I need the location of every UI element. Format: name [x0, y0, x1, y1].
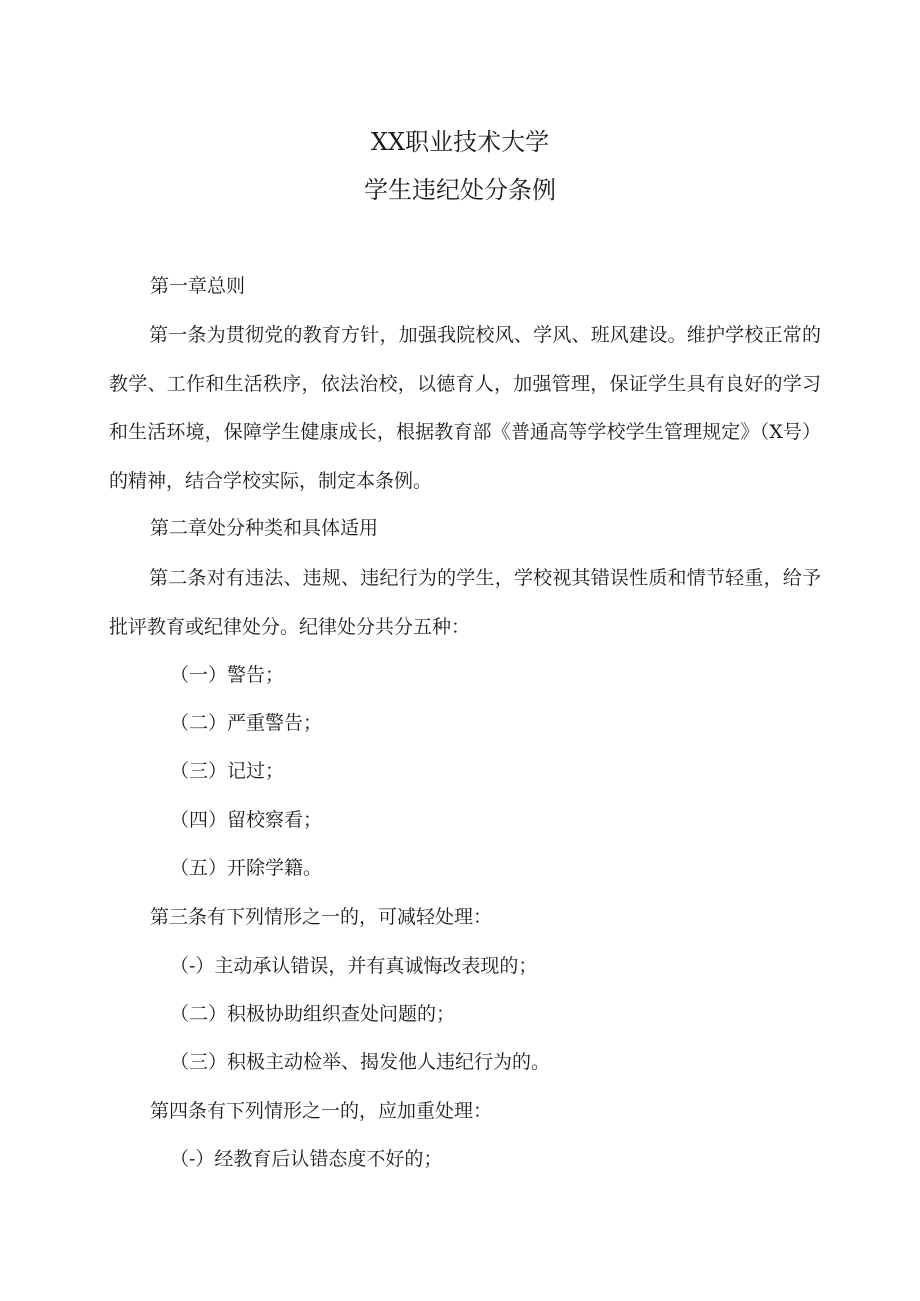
penalty-item-3: （三）记过； — [170, 760, 285, 782]
chapter-1-heading: 第一章总则 — [150, 275, 246, 297]
document-title-school: XX职业技术大学 — [370, 128, 550, 156]
document-title-regulation: 学生违纪处分条例 — [364, 176, 556, 204]
penalty-item-2: （二）严重警告； — [170, 712, 323, 734]
mitigating-item-2: （二）积极协助组织查处问题的； — [170, 1003, 456, 1025]
article-3-paragraph: 第三条有下列情形之一的，可减轻处理： — [150, 906, 493, 928]
aggravating-item-1: （-）经教育后认错态度不好的； — [170, 1148, 443, 1170]
mitigating-item-1: （-）主动承认错误，并有真诚悔改表现的； — [170, 955, 538, 977]
penalty-item-1: （一）警告； — [170, 664, 285, 686]
article-1-paragraph: 第一条为贯彻党的教育方针，加强我院校风、学风、班风建设。维护学校正常的教学、工作和生活秩序，依法治校，以德育人，加强管理，保证学生具有良好的学习和生活环境，保障学生健康成长，根据教育部《普通高等学校学生管理规定》（X号）的精神，结合学校实际，制定本条例。 — [109, 324, 821, 492]
penalty-item-5: （五）开除学籍。 — [170, 857, 323, 879]
article-4-paragraph: 第四条有下列情形之一的，应加重处理： — [150, 1100, 493, 1122]
mitigating-item-3: （三）积极主动检举、揭发他人违纪行为的。 — [170, 1051, 551, 1073]
chapter-2-heading: 第二章处分种类和具体适用 — [150, 517, 379, 539]
penalty-item-4: （四）留校察看； — [170, 809, 323, 831]
article-2-paragraph: 第二条对有违法、违规、违纪行为的学生，学校视其错误性质和情节轻重，给予批评教育或纪律处分。纪律处分共分五种： — [109, 567, 821, 638]
